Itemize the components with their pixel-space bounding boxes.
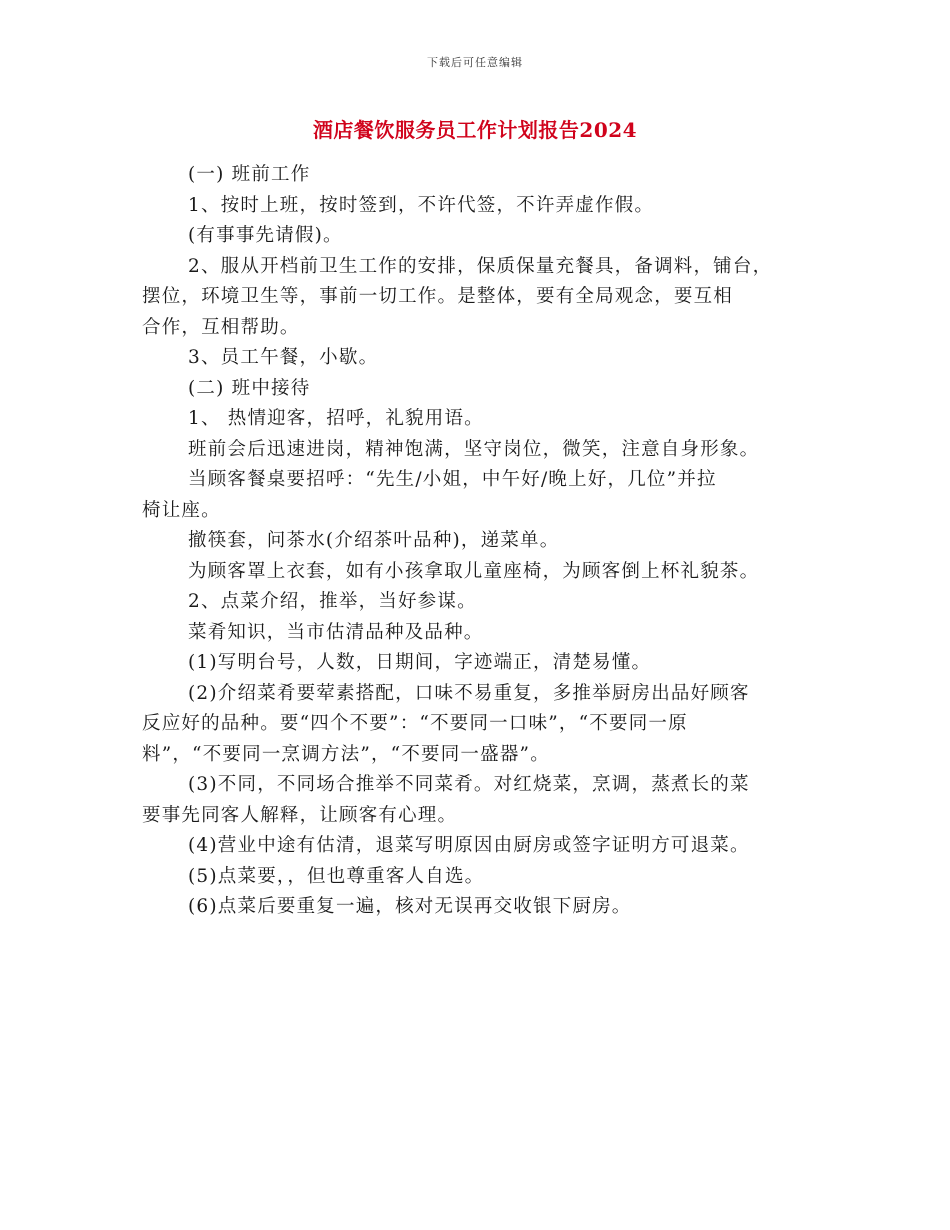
line-13: 撤筷套，问茶水(介绍茶叶品种)，递菜单。: [188, 530, 560, 551]
document-title: 酒店餐饮服务员工作计划报告2024: [312, 118, 638, 142]
line-10: 班前会后迅速进岗，精神饱满，坚守岗位，微笑，注意自身形象。: [188, 438, 760, 460]
line-09: 1、 热情迎客，招呼，礼貌用语。: [188, 408, 484, 429]
line-22: 要事先同客人解释，让顾客有心理。: [142, 804, 458, 826]
line-01: (一) 班前工作: [188, 164, 311, 185]
page-header-note: 下载后可任意编辑: [427, 56, 523, 69]
line-23: (4)营业中途有估清，退菜写明原因由厨房或签字证明方可退菜。: [188, 835, 750, 856]
line-03: (有事事先请假)。: [188, 225, 343, 246]
line-07: 3、员工午餐，小歇。: [188, 347, 379, 368]
line-25: (6)点菜后要重复一遍，核对无误再交收银下厨房。: [188, 896, 632, 917]
line-11: 当顾客餐桌要招呼：“先生/小姐，中午好/晚上好，几位”并拉: [188, 469, 717, 490]
line-14: 为顾客罩上衣套，如有小孩拿取儿童座椅，为顾客倒上杯礼貌茶。: [188, 560, 760, 582]
line-20: 料”，“不要同一烹调方法”，“不要同一盛器”。: [142, 743, 550, 765]
line-17: (1)写明台号，人数，日期间，字迹端正，清楚易懂。: [188, 652, 652, 673]
line-06: 合作，互相帮助。: [142, 316, 300, 338]
line-24: (5)点菜要，，但也尊重客人自选。: [188, 865, 485, 887]
line-21: (3)不同，不同场合推举不同菜肴。对红烧菜，烹调，蒸煮长的菜: [188, 774, 750, 795]
line-15: 2、点菜介绍，推举，当好参谋。: [188, 591, 477, 612]
line-08: (二) 班中接待: [188, 377, 311, 399]
document-body: [142, 160, 832, 923]
line-04: 2、服从开档前卫生工作的安排，保质保量充餐具，备调料，铺台，: [188, 255, 773, 277]
line-19: 反应好的品种。要“四个不要”：“不要同一口味”，“不要同一原: [142, 713, 688, 734]
line-05: 摆位，环境卫生等，事前一切工作。是整体，要有全局观念，要互相: [142, 286, 734, 307]
line-12: 椅让座。: [142, 499, 221, 521]
line-18: (2)介绍菜肴要荤素搭配，口味不易重复，多推举厨房出品好顾客: [188, 682, 750, 704]
line-16: 菜肴知识，当市估清品种及品种。: [188, 621, 484, 643]
line-02: 1、按时上班，按时签到，不许代签，不许弄虚作假。: [188, 194, 655, 216]
